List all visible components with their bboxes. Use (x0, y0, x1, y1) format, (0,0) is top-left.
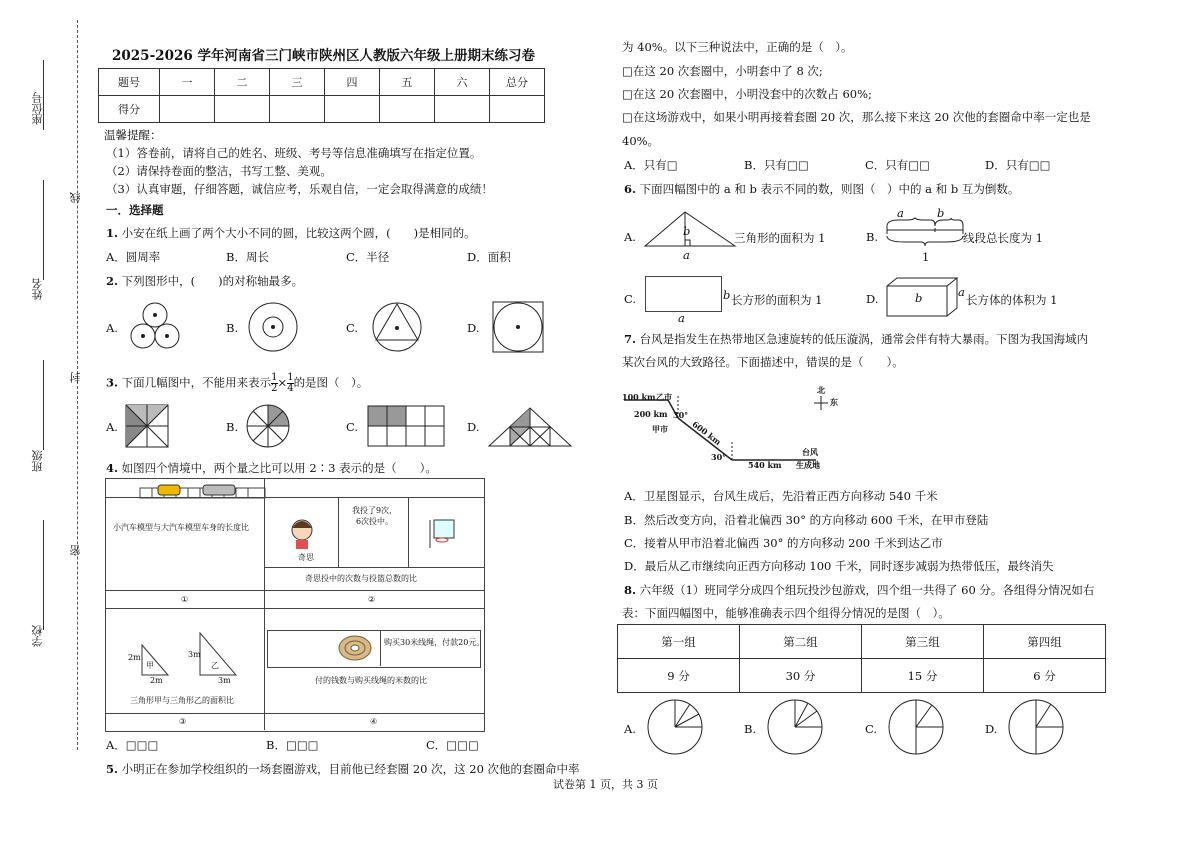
q8-text-line1 (624, 582, 1094, 598)
q3-option-b[interactable]: B. (226, 420, 239, 434)
q4-option-b[interactable]: B．□□□ (266, 738, 319, 752)
q4-cell1-caption: 小汽车模型与大汽车模型车身的长度比 (113, 523, 249, 532)
q2-number: 2. (106, 274, 119, 288)
q6-option-b[interactable]: B. (866, 230, 879, 244)
q3-triangle-grid-figure (489, 408, 571, 448)
notice-item: （1）答卷前，请将自己的姓名、班级、考号等信息准确填写在指定位置。 (106, 146, 482, 160)
score-header-cell: 六 (435, 69, 490, 96)
q4-cell2-caption: 奇思投中的次数与投篮总数的比 (305, 574, 417, 583)
q1-text (106, 225, 476, 241)
girl-avatar-icon (288, 518, 316, 550)
score-header-cell: 二 (215, 69, 270, 96)
seat-label: 座位号 (31, 92, 44, 125)
q2-triangle-in-circle-figure (370, 300, 424, 354)
q6-b-text: 线段总长度为 1 (963, 231, 1043, 245)
q8-score-table (617, 624, 1106, 693)
car-models-icon (140, 483, 265, 501)
q4-cell3-caption: 三角形甲与三角形乙的面积比 (130, 696, 234, 705)
q3-text (106, 373, 368, 394)
map-compass-north: 北 (817, 385, 825, 395)
q7-text-line1 (624, 331, 1088, 347)
q3-frac1-numerator: 1 (271, 372, 278, 383)
seal-xian: 线 (69, 192, 82, 203)
basketball-hoop-icon (428, 518, 458, 550)
map-label-jia: 甲市 (652, 424, 668, 434)
q5-statement-3a: □在这场游戏中，如果小明再接着套圈 20 次，那么接下来这 20 次他的套圈命中率一定也是 (622, 110, 1091, 124)
q8-option-b[interactable]: B. (744, 722, 757, 736)
q3-stem-a: 下面几幅图中，不能用来表示 (121, 375, 272, 390)
q4-cell4-text: 购买30米线绳，付款20元。 (384, 638, 485, 647)
score-row-label: 得分 (99, 96, 160, 123)
score-header-cell: 四 (325, 69, 380, 96)
q8-pie-b (766, 698, 824, 756)
score-input-cell[interactable] (270, 96, 325, 123)
map-label-yi: 乙市 (656, 392, 672, 402)
name-label: 姓名 (31, 278, 44, 300)
q4-cell3-label-b: 2m (150, 676, 163, 685)
map-label-600km: 600 km (690, 418, 724, 448)
q8-score-cell: 15 分 (862, 659, 984, 693)
q6-d-label-b: b (915, 291, 923, 305)
q6-option-c[interactable]: C. (624, 292, 637, 306)
q6-c-label-b: b (723, 288, 731, 302)
q3-frac2-denominator: 4 (287, 383, 294, 394)
q2-text (106, 273, 303, 289)
q8-option-d[interactable]: D. (985, 722, 998, 736)
q6-rectangle-figure (645, 276, 722, 312)
q6-stem: 下面四幅图中的 a 和 b 表示不同的数，则图（ ）中的 a 和 b 互为倒数。 (639, 182, 1020, 196)
q3-grid-rect-figure (368, 406, 444, 446)
q2-option-b[interactable]: B. (226, 321, 239, 335)
q6-b-label-one: 1 (922, 250, 930, 264)
q8-number: 8. (624, 583, 637, 597)
map-label-200km: 200 km (634, 409, 668, 419)
q4-cell3-label-d: 3m (218, 676, 231, 685)
q1-number: 1. (106, 226, 119, 240)
notice-item: （2）请保持卷面的整洁，书写工整、美观。 (106, 164, 332, 178)
q4-grid-vline (264, 478, 265, 730)
q3-pie-eighths-figure (246, 404, 290, 448)
q6-b-label-b: b (937, 206, 945, 220)
q6-triangle-figure (645, 212, 737, 248)
q4-text (106, 460, 437, 476)
q6-c-label-a: a (678, 311, 685, 325)
q4-cell2-divider (408, 497, 409, 567)
q7-option-a[interactable]: A．卫星图显示，台风生成后，先沿着正西方向移动 540 千米 (624, 489, 938, 503)
section-heading: 一．选择题 (106, 203, 164, 217)
q3-times: × (277, 375, 288, 390)
notice-title: 温馨提醒： (104, 128, 162, 142)
q3-frac1-denominator: 2 (271, 383, 278, 394)
score-header-cell: 五 (380, 69, 435, 96)
q8-pie-d (1007, 698, 1065, 756)
q8-pie-a (646, 698, 704, 756)
q8-score-cell: 6 分 (984, 659, 1106, 693)
q6-c-text: 长方形的面积为 1 (731, 293, 823, 307)
q6-number: 6. (624, 182, 637, 196)
map-label-30b: 30° (711, 452, 727, 462)
q5-option-a[interactable]: A．只有□ (624, 158, 678, 172)
seat-line (43, 60, 44, 130)
q5-statement-2: □在这 20 次套圈中，小明没套中的次数占 60%; (622, 87, 872, 101)
q5-statement-1: □在这 20 次套圈中，小明套中了 8 次; (622, 64, 823, 78)
q4-cell4-divider (380, 630, 381, 666)
q4-cell2-number: ② (368, 595, 376, 604)
q8-header-cell: 第四组 (984, 625, 1106, 659)
score-input-cell[interactable] (215, 96, 270, 123)
score-header-cell: 三 (270, 69, 325, 96)
q3-square-diagonals-figure (126, 405, 168, 447)
q4-cell4-number: ④ (370, 717, 378, 726)
score-input-cell[interactable] (490, 96, 545, 123)
q4-option-a[interactable]: A．□□□ (106, 738, 159, 752)
q8-stem-2: 表：下面四幅图中，能够准确表示四个组得分情况的是图（ ）。 (622, 606, 950, 620)
q3-number: 3. (106, 375, 119, 390)
q1-option-c[interactable]: C．半径 (346, 250, 390, 264)
q4-cell1-number: ① (181, 595, 189, 604)
map-label-30a: 30° (673, 410, 689, 420)
q6-a-text: 三角形的面积为 1 (734, 231, 826, 245)
map-compass-east: 东 (830, 397, 838, 407)
score-header-cell: 一 (160, 69, 215, 96)
q3-stem-b: 的是图（ ）。 (293, 375, 369, 390)
score-input-cell[interactable] (325, 96, 380, 123)
q5-statement-3b: 40%。 (622, 134, 660, 148)
q6-a-label-b: b (683, 224, 691, 238)
q2-option-a[interactable]: A. (106, 321, 118, 335)
q4-cell2-divider (338, 497, 339, 567)
q4-cell2-name: 奇思 (298, 553, 314, 562)
q8-pie-c (887, 698, 945, 756)
q5-number: 5. (106, 762, 119, 776)
seal-feng: 封 (69, 372, 82, 383)
q6-cuboid-figure (885, 276, 960, 318)
q6-b-label-a: a (897, 206, 904, 220)
q8-header-cell: 第三组 (862, 625, 984, 659)
score-input-cell[interactable] (380, 96, 435, 123)
name-line (43, 180, 44, 280)
q8-header-cell: 第一组 (618, 625, 740, 659)
score-header-cell: 总分 (490, 69, 545, 96)
q8-header-cell: 第二组 (740, 625, 862, 659)
q1-option-b[interactable]: B．周长 (226, 250, 269, 264)
q4-grid-hline (105, 608, 484, 609)
q7-option-d[interactable]: D．最后从乙市继续向正西方向移动 100 千米，同时逐步减弱为热带低压，最终消失 (624, 559, 1054, 573)
school-line (43, 520, 44, 630)
q2-concentric-circles-figure (246, 300, 300, 354)
q4-cell3-number: ③ (179, 717, 187, 726)
q4-option-c[interactable]: C．□□□ (426, 738, 479, 752)
q4-cell2-hline (264, 567, 484, 568)
q6-a-label-a: a (683, 248, 690, 262)
q2-stem: 下列图形中，( )的对称轴最多。 (121, 274, 304, 288)
score-input-cell[interactable] (160, 96, 215, 123)
q4-grid-hline (105, 590, 484, 591)
q2-option-c[interactable]: C. (346, 321, 359, 335)
page-title: 2025-2026 学年河南省三门峡市陕州区人教版六年级上册期末练习卷 (112, 48, 535, 64)
q4-number: 4. (106, 461, 119, 475)
q2-three-circles-figure (125, 300, 185, 355)
q8-stem-1: 六年级（1）班同学分成四个组玩投沙包游戏，四个组一共得了 60 分。各组得分情况如右 (639, 583, 1095, 597)
q2-option-d[interactable]: D. (467, 321, 480, 335)
notice-item: （3）认真审题，仔细答题，诚信应考，乐观自信，一定会取得满意的成绩！ (106, 182, 493, 196)
map-label-typhoon: 台风 (802, 447, 818, 457)
binding-dashed-line (77, 20, 78, 750)
q4-cell3-label-a: 2m (128, 653, 141, 662)
q6-option-d[interactable]: D. (866, 292, 879, 306)
q1-option-a[interactable]: A．圆周率 (106, 250, 161, 264)
q5-stem-1: 小明正在参加学校组织的一场套圈游戏，目前他已经套圈 20 次，这 20 次他的套圈命中率 (121, 762, 580, 776)
q4-figure-grid (105, 478, 485, 732)
map-label-origin: 生成地 (796, 460, 820, 470)
q8-score-cell: 30 分 (740, 659, 862, 693)
q5-option-b[interactable]: B．只有□□ (744, 158, 809, 172)
q2-circle-in-square-figure (491, 300, 545, 354)
q6-option-a[interactable]: A. (624, 230, 636, 244)
class-label: 班级 (31, 450, 44, 472)
q8-score-cell: 9 分 (618, 659, 740, 693)
class-line (43, 360, 44, 450)
q4-cell3-jia: 甲 (146, 661, 154, 670)
q3-option-c[interactable]: C. (346, 420, 359, 434)
q7-option-c[interactable]: C．接着从甲市沿着北偏西 30° 的方向移动 200 千米到达乙市 (624, 536, 943, 550)
q7-option-b[interactable]: B．然后改变方向，沿着北偏西 30° 的方向移动 600 千米，在甲市登陆 (624, 513, 989, 527)
q6-text (624, 181, 1019, 197)
q4-grid-hline (105, 713, 484, 714)
seal-mi: 密 (69, 545, 82, 556)
school-label: 学校 (31, 625, 44, 647)
q6-segment-figure (885, 218, 965, 248)
score-input-cell[interactable] (435, 96, 490, 123)
page-footer: 试卷第 1 页，共 3 页 (553, 778, 658, 791)
q8-option-a[interactable]: A. (624, 722, 636, 736)
q1-option-d[interactable]: D．面积 (467, 250, 511, 264)
q4-cell4-caption: 付的钱数与购买线绳的米数的比 (315, 676, 427, 685)
q8-option-c[interactable]: C. (865, 722, 878, 736)
q3-option-a[interactable]: A. (106, 420, 118, 434)
q3-option-d[interactable]: D. (467, 420, 480, 434)
q4-cell3-yi: 乙 (211, 661, 219, 670)
q4-cell3-label-c: 3m (188, 650, 201, 659)
q5-option-c[interactable]: C．只有□□ (865, 158, 931, 172)
q6-d-text: 长方体的体积为 1 (966, 293, 1058, 307)
q7-number: 7. (624, 332, 637, 346)
q6-d-label-a: a (958, 285, 965, 299)
q7-stem-2: 某次台风的大致路径。下面描述中，错误的是（ ）。 (622, 355, 904, 369)
q3-frac2-numerator: 1 (287, 372, 294, 383)
map-label-100km: 100 km (622, 392, 656, 402)
q1-stem: 小安在纸上画了两个大小不同的圆，比较这两个圆，( )是相同的。 (121, 226, 476, 240)
score-header-cell: 题号 (99, 69, 160, 96)
map-label-540km: 540 km (748, 460, 782, 470)
q4-cell2-speech: 我投了9次， 6次投中。 (351, 506, 398, 526)
q5-option-d[interactable]: D．只有□□ (985, 158, 1051, 172)
q4-stem: 如图四个情境中，两个量之比可以用 2∶3 表示的是（ ）。 (121, 461, 437, 475)
q7-stem-1: 台风是指发生在热带地区急速旋转的低压漩涡，通常会伴有特大暴雨。下图为我国海域内 (639, 332, 1089, 346)
rope-coil-icon (337, 634, 373, 662)
q5-stem-2: 为 40%。以下三种说法中，正确的是（ ）。 (622, 40, 853, 54)
score-table (98, 68, 545, 123)
q5-text-line1 (106, 761, 580, 777)
q4-cell4-frame (267, 630, 481, 668)
